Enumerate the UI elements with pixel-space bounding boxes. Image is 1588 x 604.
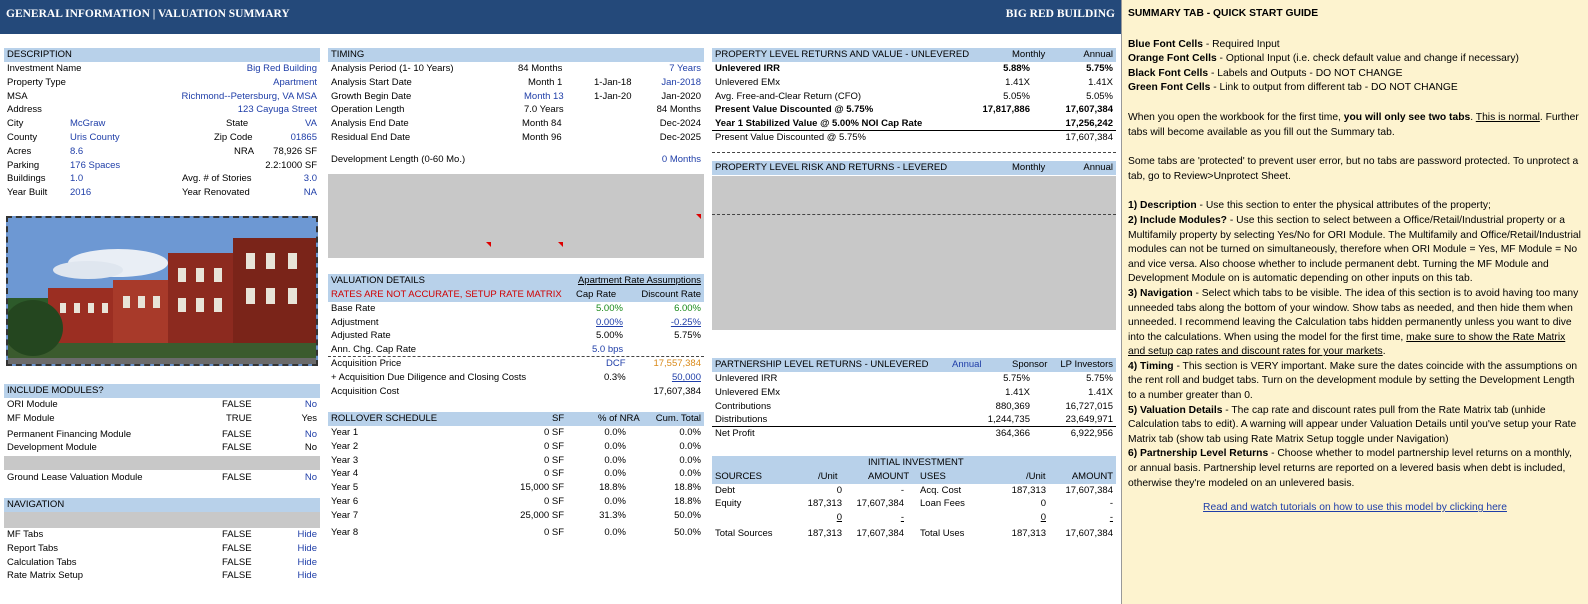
sources-uses-row: Equity 187,313 17,607,384 Loan Fees 0 - (715, 498, 1113, 510)
navigation-section (4, 498, 320, 583)
cap-rate-change-input[interactable]: 5.0 bps (592, 344, 624, 356)
comment-marker (696, 214, 701, 219)
rollover-row: Year 7 25,000 SF 31.3% 50.0% (331, 509, 701, 521)
unlevered-row: Avg. Free-and-Clear Return (CFO) 5.05% 5.05% (715, 90, 1113, 102)
levered-area (712, 176, 1116, 330)
gray-spacer (4, 456, 320, 470)
tutorials-link[interactable]: Read and watch tutorials on how to use this model by clicking here (1203, 502, 1507, 514)
sources-uses-row: 0 - 0 - (836, 512, 1113, 524)
unlevered-row: Present Value Discounted @ 5.75% 17,607,384 (715, 131, 1113, 143)
building-image (8, 218, 318, 366)
cap-adjustment-input[interactable]: 0.00% (596, 316, 623, 328)
mf-module-value: Yes (301, 412, 317, 424)
ann-chg-row: Ann. Chg. Cap Rate 5.0 bps (328, 343, 704, 357)
due-diligence-row: + Acquisition Due Diligence and Closing Costs 0.3% 50,000 (331, 371, 701, 383)
valuation-subheader: RATES ARE NOT ACCURATE, SETUP RATE MATRIX Cap Rate Discount Rate (328, 288, 704, 302)
rate-warning: RATES ARE NOT ACCURATE, SETUP RATE MATRIX (331, 289, 562, 300)
divider (712, 214, 1116, 215)
rollover-row: Year 4 0 SF 0.0% 0.0% (331, 468, 701, 480)
unlevered-row: Year 1 Stabilized Value @ 5.00% NOI Cap Rate 17,256,242 (712, 117, 1116, 131)
year-built-input[interactable]: 2016 (70, 187, 92, 199)
acres-row: Acres 8.6 NRA 78,926 SF (7, 145, 317, 157)
partnership-row: Unlevered EMx 1.41X 1.41X (715, 386, 1113, 398)
guide-step-3: 3) Navigation - Select which tabs to be visible. The idea of this section is to avoid having too many unneeded tabs along the bottom of your window. Show tabs as needed, and then hide them when unneeded. I recommend leaving the Calculation tabs hidden permanently unless you want to dive into the calculations. When using the model for the first time, make sure to show the Rate Matrix and setup cap rates and discount rates for your markets. (1128, 287, 1579, 358)
module-row: Development Module FALSE No (7, 442, 317, 454)
unlevered-row: Unlevered IRR 5.88% 5.75% (715, 63, 1113, 74)
property-type-input[interactable]: Apartment (273, 76, 317, 88)
price-method-input[interactable]: DCF (606, 357, 626, 369)
timing-row: Analysis Start Date Month 1 1-Jan-18 Jan-2018 (331, 76, 701, 88)
module-row: MF Module TRUE Yes (7, 412, 317, 424)
rollover-header: ROLLOVER SCHEDULE SF % of NRA Cum. Total (328, 412, 704, 426)
nav-row: Calculation Tabs FALSE Hide (7, 556, 317, 568)
parking-row: Parking 176 Spaces 2.2:1000 SF (7, 159, 317, 171)
timing-header: TIMING (328, 48, 704, 62)
guide-step-5: 5) Valuation Details - The cap rate and discount rates pull from the Rate Matrix tab (unhide Calculation tabs to edit). A warning will appear under Valuation Details until you've setup your Rate Matrix tab (show tab using Rate Matrix Setup toggle under Navigation) (1128, 404, 1577, 445)
sources-uses-subheader: SOURCES /Unit AMOUNT USES /Unit AMOUNT (712, 470, 1116, 484)
rollover-section (328, 412, 704, 539)
adjustment-row: Adjustment 0.00% -0.25% (331, 316, 701, 328)
unlevered-section (712, 48, 1116, 145)
partnership-row: Unlevered IRR 5.75% 5.75% (715, 373, 1113, 384)
partnership-section (712, 358, 1116, 441)
guide-title: SUMMARY TAB - QUICK START GUIDE (1128, 8, 1319, 19)
timing-section (328, 48, 704, 167)
page-title: GENERAL INFORMATION | VALUATION SUMMARY (6, 8, 290, 20)
investment-name-row: Investment Name Big Red Building (7, 63, 317, 74)
modules-section (4, 384, 320, 485)
description-header: DESCRIPTION (4, 48, 320, 62)
property-title: BIG RED BUILDING (1005, 8, 1115, 20)
valuation-header: VALUATION DETAILS Apartment Rate Assumptions (328, 274, 704, 288)
adjusted-rate-row: Adjusted Rate 5.00% 5.75% (331, 330, 701, 342)
partnership-header: PARTNERSHIP LEVEL RETURNS - UNLEVERED Annual Sponsor LP Investors (712, 358, 1116, 372)
rollover-row: Year 6 0 SF 0.0% 18.8% (331, 495, 701, 507)
sources-uses-total-row: Total Sources 187,313 17,607,384 Total Uses 187,313 17,607,384 (715, 527, 1113, 539)
guide-step-2: 2) Include Modules? - Use this section to select between a Office/Retail/Industrial property or a Multifamily property by selecting Yes/No for ORI Module. The Multifamily and Office/Retail/Industrial modules can not be turned on simultaneously, therefore when ORI Module = Yes, MF Module = No and vice versa. Also choose whether to include permanent debt. Turning the MF Module and Development Module on is automatic depending on other inputs on this tab. (1128, 214, 1581, 285)
zip-input[interactable]: 01865 (290, 131, 317, 143)
guide-step-6: 6) Partnership Level Returns - Choose whether to model partnership level returns on a monthly, or annual basis. Partnership level returns are reported on a levered basis when debt is included, otherwise they're modeled on an unlevered basis. (1128, 448, 1572, 489)
timing-row: Analysis Period (1- 10 Years) 84 Months 7 Years (331, 63, 701, 74)
investment-name-input[interactable]: Big Red Building (246, 63, 317, 74)
acres-input[interactable]: 8.6 (70, 145, 84, 157)
modules-header: INCLUDE MODULES? (4, 384, 320, 398)
county-row: County Uris County Zip Code 01865 (7, 131, 317, 143)
levered-section (712, 161, 1116, 175)
buildings-row: Buildings 1.0 Avg. # of Stories 3.0 (7, 173, 317, 185)
development-length-input[interactable]: 0 Months (661, 153, 701, 165)
city-row: City McGraw State VA (7, 118, 317, 130)
guide-protection: Some tabs are 'protected' to prevent user error, but no tabs are password protected. To unprotect a tab, go to Review>Unprotect Sheet. (1128, 156, 1579, 182)
rate-matrix-toggle[interactable]: Hide (297, 570, 317, 582)
rollover-row: Year 2 0 SF 0.0% 0.0% (331, 440, 701, 452)
acquisition-price-row: Acquisition Price DCF 17,557,384 (331, 357, 701, 369)
partnership-period-toggle[interactable]: Annual (952, 359, 982, 370)
sources-uses-section (712, 456, 1116, 541)
module-row: Permanent Financing Module FALSE No (7, 428, 317, 440)
development-length-row: Development Length (0-60 Mo.) 0 Months (331, 153, 701, 165)
report-tabs-toggle[interactable]: Hide (297, 542, 317, 554)
year-built-row: Year Built 2016 Year Renovated NA (7, 187, 317, 199)
rollover-row: Year 8 0 SF 0.0% 50.0% (331, 526, 701, 538)
due-diligence-input[interactable]: 50,000 (671, 371, 701, 383)
financing-module-toggle[interactable]: No (304, 428, 317, 440)
growth-month-input[interactable]: Month 13 (524, 90, 564, 102)
address-row: Address 123 Cayuga Street (7, 104, 317, 116)
property-type-row: Property Type Apartment (7, 76, 317, 88)
partnership-row: Distributions 1,244,735 23,649,971 (712, 413, 1116, 427)
comment-marker (486, 242, 491, 247)
discount-adjustment-input[interactable]: -0.25% (670, 316, 701, 328)
timing-row: Residual End Date Month 96 Dec-2025 (331, 131, 701, 143)
valuation-section (328, 274, 704, 398)
ori-module-toggle[interactable]: No (304, 399, 317, 410)
guide-legend-orange: Orange Font Cells - Optional Input (i.e. check default value and change if necessary) (1128, 53, 1519, 65)
nav-row: MF Tabs FALSE Hide (7, 529, 317, 540)
year-renovated-input[interactable]: NA (303, 187, 317, 199)
sources-uses-row: Debt 0 - Acq. Cost 187,313 17,607,384 (715, 484, 1113, 496)
divider (712, 152, 1116, 153)
city-input[interactable]: McGraw (70, 118, 106, 130)
timing-row: Growth Begin Date Month 13 1-Jan-20 Jan-2020 (331, 90, 701, 102)
property-photo (6, 216, 318, 366)
guide-legend-blue: Blue Font Cells - Required Input (1128, 38, 1280, 50)
partnership-row: Net Profit 364,366 6,922,956 (715, 428, 1113, 440)
acquisition-cost-row: Acquisition Cost 17,607,384 (331, 385, 701, 397)
county-input[interactable]: Uris County (70, 131, 120, 143)
development-area (328, 174, 704, 258)
analysis-period-input[interactable]: 7 Years (669, 63, 701, 74)
unlevered-row: Unlevered EMx 1.41X 1.41X (715, 76, 1113, 88)
rollover-row: Year 5 15,000 SF 18.8% 18.8% (331, 482, 701, 494)
development-module-value: No (304, 442, 317, 454)
unlevered-row: Present Value Discounted @ 5.75% 17,817,886 17,607,384 (715, 104, 1113, 116)
description-section (4, 48, 320, 200)
ground-lease-toggle[interactable]: No (304, 472, 317, 484)
address-input[interactable]: 123 Cayuga Street (237, 104, 317, 116)
initial-investment-header: INITIAL INVESTMENT (712, 456, 1116, 470)
acquisition-price-input[interactable]: 17,557,384 (653, 357, 701, 369)
guide-link-row (1128, 501, 1582, 516)
comment-marker (558, 242, 563, 247)
nav-row: Report Tabs FALSE Hide (7, 542, 317, 554)
levered-header: PROPERTY LEVEL RISK AND RETURNS - LEVERED Monthly Annual (712, 161, 1116, 175)
navigation-header: NAVIGATION (4, 498, 320, 512)
msa-input[interactable]: Richmond--Petersburg, VA MSA (181, 90, 317, 102)
msa-row: MSA Richmond--Petersburg, VA MSA (7, 90, 317, 102)
calculation-tabs-toggle[interactable]: Hide (297, 556, 317, 568)
nav-row: Rate Matrix Setup FALSE Hide (7, 570, 317, 582)
guide-legend-green: Green Font Cells - Link to output from different tab - DO NOT CHANGE (1128, 82, 1458, 94)
rollover-row: Year 1 0 SF 0.0% 0.0% (331, 427, 701, 438)
unlevered-header: PROPERTY LEVEL RETURNS AND VALUE - UNLEVERED Monthly Annual (712, 48, 1116, 62)
guide-legend-black: Black Font Cells - Labels and Outputs - DO NOT CHANGE (1128, 67, 1403, 79)
timing-row: Analysis End Date Month 84 Dec-2024 (331, 118, 701, 130)
timing-row: Operation Length 7.0 Years 84 Months (331, 104, 701, 116)
guide-step-1: 1) Description - Use this section to enter the physical attributes of the property; (1128, 200, 1491, 212)
partnership-row: Contributions 880,369 16,727,015 (715, 400, 1113, 412)
module-row: Ground Lease Valuation Module FALSE No (7, 472, 317, 484)
start-date-input[interactable]: Jan-2018 (661, 76, 701, 88)
guide-intro: When you open the workbook for the first time, you will only see two tabs. This is normal. Further tabs will become available as you fill out the Summary tab. (1128, 111, 1579, 138)
buildings-input[interactable]: 1.0 (70, 173, 84, 185)
header-bar (0, 0, 1121, 34)
stories-input[interactable]: 3.0 (303, 173, 317, 185)
state-input[interactable]: VA (305, 118, 317, 130)
mf-tabs-toggle[interactable]: Hide (297, 529, 317, 540)
rate-assumptions-link[interactable]: Apartment Rate Assumptions (577, 275, 701, 286)
module-row: ORI Module FALSE No (7, 399, 317, 410)
base-rate-row: Base Rate 5.00% 6.00% (331, 302, 701, 314)
guide-step-4: 4) Timing - This section is VERY important. Make sure the dates coincide with the assumptions on the rent roll and budget tabs. Turn on the development module by setting the Development Length to a number greater than 0. (1128, 360, 1578, 402)
quick-start-guide (1121, 0, 1588, 604)
parking-input[interactable]: 176 Spaces (70, 159, 121, 171)
rollover-row: Year 3 0 SF 0.0% 0.0% (331, 454, 701, 466)
gray-spacer (4, 512, 320, 528)
